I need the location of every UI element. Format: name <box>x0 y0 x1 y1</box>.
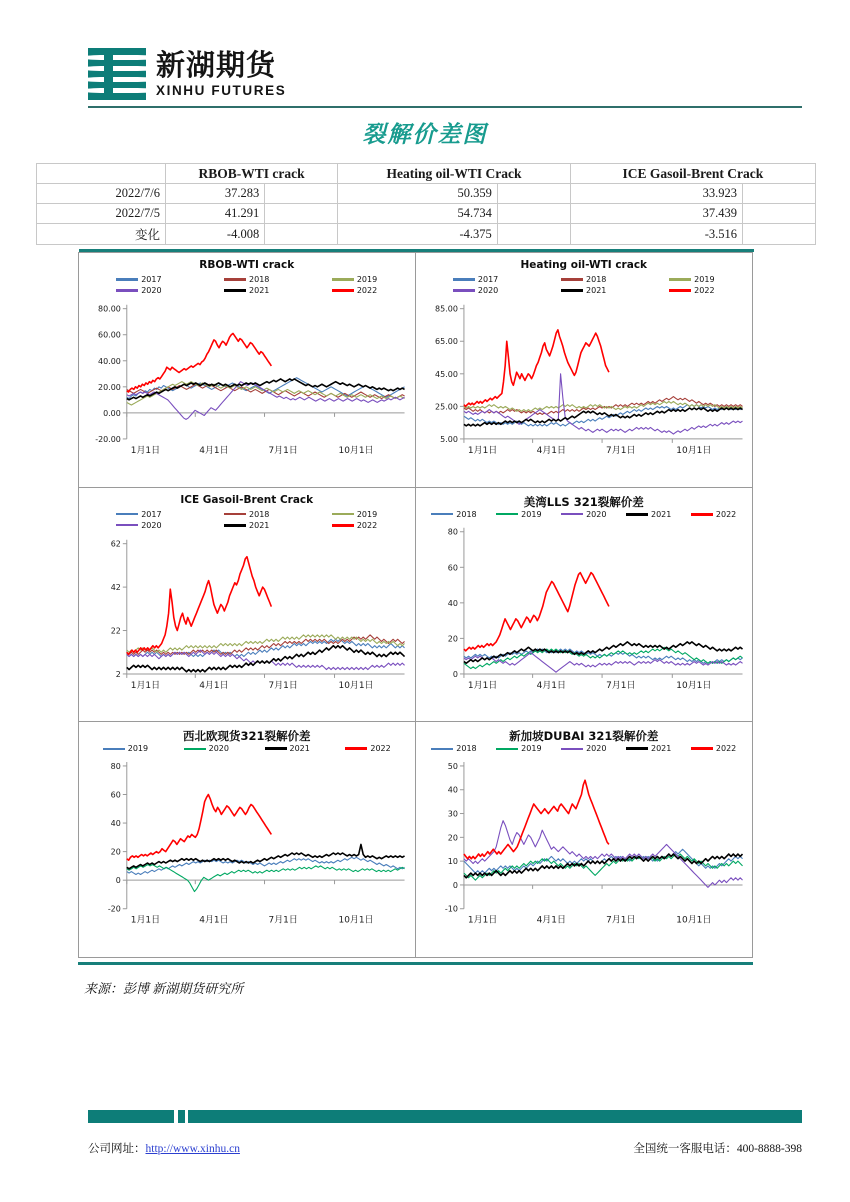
x-tick-label: 7月1日 <box>268 916 298 927</box>
series-line-2020 <box>463 374 742 434</box>
x-tick-label: 1月1日 <box>467 445 497 456</box>
y-tick-label: 40 <box>110 819 121 829</box>
legend-label: 2021 <box>249 286 270 295</box>
y-tick-label: -20.00 <box>95 434 121 444</box>
y-tick-label: 62 <box>110 539 121 549</box>
x-tick-label: 7月1日 <box>605 445 635 456</box>
cell-ice-gasoil: 37.439 <box>570 204 742 224</box>
x-tick-label: 7月1日 <box>605 916 635 927</box>
chart-plot-area <box>79 488 415 722</box>
x-tick-label: 10月1日 <box>338 445 374 456</box>
x-tick-label: 1月1日 <box>467 680 497 691</box>
y-tick-label: 45.00 <box>434 369 458 379</box>
cell-pad <box>265 204 338 224</box>
x-tick-label: 4月1日 <box>199 916 229 927</box>
cell-ice-gasoil: 33.923 <box>570 184 742 204</box>
table-header-blank <box>37 164 166 184</box>
company-logo <box>88 48 286 100</box>
y-tick-label: 40.00 <box>98 356 121 366</box>
cell-pad <box>743 204 816 224</box>
cell-heating-oil: -4.375 <box>338 224 498 245</box>
table-header-rbob: RBOB-WTI crack <box>166 164 338 184</box>
series-line-2022 <box>463 330 608 407</box>
chart-title: 西北欧现货321裂解价差 <box>182 729 311 744</box>
header-divider <box>88 106 802 108</box>
x-tick-label: 7月1日 <box>268 445 298 456</box>
y-tick-label: 20 <box>447 833 458 843</box>
footer-website-link[interactable]: http://www.xinhu.cn <box>145 1143 240 1155</box>
summary-table <box>36 163 816 245</box>
footer-bar <box>88 1110 802 1123</box>
legend-label: 2018 <box>249 509 270 519</box>
cell-pad <box>743 184 816 204</box>
legend-label: 2022 <box>694 286 715 295</box>
y-tick-label: 0 <box>452 669 458 679</box>
series-line-2021 <box>127 379 405 400</box>
series-line-2019 <box>463 854 742 880</box>
legend-label: 2019 <box>356 275 378 284</box>
chart-cell-singapore-dubai-321 <box>416 722 753 957</box>
chart-plot-area <box>416 253 753 487</box>
x-tick-label: 10月1日 <box>338 680 374 691</box>
cell-rbob: -4.008 <box>166 224 265 245</box>
legend-label: 2021 <box>650 509 672 519</box>
row-label: 2022/7/6 <box>37 184 166 204</box>
y-tick-label: 80.00 <box>98 304 121 314</box>
x-tick-label: 10月1日 <box>338 916 374 927</box>
y-tick-label: 85.00 <box>434 304 458 314</box>
chart-rbob-wti-crack <box>79 253 415 487</box>
cell-pad <box>497 184 570 204</box>
x-tick-label: 1月1日 <box>130 680 161 691</box>
y-tick-label: 0 <box>115 876 121 886</box>
chart-title: RBOB-WTI crack <box>199 259 295 271</box>
y-tick-label: 22 <box>110 626 121 636</box>
legend-label: 2017 <box>141 509 162 519</box>
legend-label: 2020 <box>586 744 607 754</box>
brand-name-en: XINHU FUTURES <box>156 82 287 98</box>
source-divider <box>78 962 753 965</box>
chart-heating-oil-wti-crack <box>416 253 753 487</box>
y-tick-label: 60 <box>110 790 121 800</box>
y-tick-label: 50 <box>447 762 458 772</box>
chart-ice-gasoil-brent-crack <box>79 488 415 722</box>
x-tick-label: 1月1日 <box>130 916 161 927</box>
footer-text <box>88 1140 802 1158</box>
legend-label: 2019 <box>356 509 378 519</box>
y-tick-label: -20 <box>107 905 121 915</box>
legend-label: 2022 <box>715 744 737 754</box>
legend-label: 2022 <box>356 286 378 295</box>
table-header-row <box>37 164 816 184</box>
cell-heating-oil: 50.359 <box>338 184 498 204</box>
y-tick-label: 20 <box>110 847 121 857</box>
legend-label: 2018 <box>586 275 607 284</box>
charts-container <box>78 252 753 958</box>
x-tick-label: 10月1日 <box>675 916 711 927</box>
legend-label: 2022 <box>356 520 378 530</box>
y-tick-label: -10 <box>444 905 458 915</box>
chart-plot-area <box>416 722 753 957</box>
cell-pad <box>497 204 570 224</box>
legend-label: 2020 <box>586 509 607 519</box>
chart-title: 新加坡DUBAI 321裂解价差 <box>509 729 659 744</box>
y-tick-label: 0.00 <box>103 408 121 418</box>
y-tick-label: 30 <box>447 809 458 819</box>
source-note: 来源：彭博 新湖期货研究所 <box>84 981 244 996</box>
chart-cell-usgc-lls-321 <box>416 488 753 723</box>
legend-label: 2021 <box>289 744 310 754</box>
legend-label: 2020 <box>477 286 499 295</box>
series-line-2022 <box>127 556 272 654</box>
y-tick-label: 42 <box>110 582 121 592</box>
wave-logo-icon <box>88 48 146 100</box>
series-line-2022 <box>463 572 608 650</box>
table-row <box>37 184 816 204</box>
x-tick-label: 1月1日 <box>130 445 161 456</box>
legend-label: 2020 <box>141 520 162 530</box>
x-tick-label: 10月1日 <box>675 680 711 691</box>
chart-singapore-dubai-321 <box>416 722 753 957</box>
legend-label: 2021 <box>650 744 672 754</box>
series-line-2022 <box>127 795 272 861</box>
legend-label: 2019 <box>694 275 715 284</box>
chart-plot-area <box>416 488 753 722</box>
legend-label: 2017 <box>141 275 162 284</box>
legend-label: 2018 <box>456 744 477 754</box>
series-line-2022 <box>463 781 608 859</box>
x-tick-label: 4月1日 <box>536 445 566 456</box>
legend-label: 2020 <box>208 744 229 754</box>
x-tick-label: 7月1日 <box>268 680 298 691</box>
y-tick-label: 40 <box>447 786 458 796</box>
chart-title: Heating oil-WTI crack <box>520 259 648 271</box>
y-tick-label: 2 <box>115 669 121 679</box>
legend-label: 2021 <box>249 520 270 530</box>
brand-name-cn: 新湖期货 <box>156 47 277 82</box>
y-tick-label: 60.00 <box>98 330 121 340</box>
cell-rbob: 37.283 <box>166 184 265 204</box>
legend-label: 2019 <box>521 509 542 519</box>
cell-pad <box>265 224 338 245</box>
x-tick-label: 4月1日 <box>199 680 229 691</box>
cell-pad <box>743 224 816 245</box>
chart-cell-ice-gasoil-brent-crack <box>79 488 416 723</box>
legend-label: 2019 <box>127 744 149 754</box>
row-label: 变化 <box>37 224 166 245</box>
series-line-2020 <box>127 865 405 892</box>
chart-title: 美湾LLS 321裂解价差 <box>523 494 644 509</box>
chart-title: ICE Gasoil-Brent Crack <box>180 493 314 506</box>
legend-label: 2020 <box>141 286 162 295</box>
cell-pad <box>497 224 570 245</box>
row-label: 2022/7/5 <box>37 204 166 224</box>
legend-label: 2017 <box>477 275 499 284</box>
charts-grid <box>79 253 752 957</box>
y-tick-label: 80 <box>110 762 121 772</box>
legend-label: 2018 <box>249 275 270 284</box>
cell-heating-oil: 54.734 <box>338 204 498 224</box>
cell-rbob: 41.291 <box>166 204 265 224</box>
page-header <box>0 0 850 112</box>
table-header-heating-oil: Heating oil-WTI Crack <box>338 164 571 184</box>
page-title: 裂解价差图 <box>362 122 488 147</box>
x-tick-label: 10月1日 <box>675 445 711 456</box>
chart-nwe-spot-321 <box>79 722 415 957</box>
x-tick-label: 4月1日 <box>536 916 566 927</box>
chart-cell-heating-oil-wti-crack <box>416 253 753 488</box>
y-tick-label: 25.00 <box>434 402 458 412</box>
x-tick-label: 4月1日 <box>199 445 229 456</box>
chart-plot-area <box>79 253 415 487</box>
table-row <box>37 204 816 224</box>
series-line-2017 <box>463 405 742 426</box>
y-tick-label: 10 <box>447 857 458 867</box>
footer-website-label: 公司网址： <box>88 1143 146 1155</box>
table-header-ice-gasoil: ICE Gasoil-Brent Crack <box>570 164 815 184</box>
y-tick-label: 5.00 <box>439 434 458 444</box>
footer-website <box>88 1140 240 1156</box>
y-tick-label: 20.00 <box>98 382 121 392</box>
y-tick-label: 20 <box>447 634 458 644</box>
y-tick-label: 0 <box>452 881 458 891</box>
chart-usgc-lls-321 <box>416 488 753 722</box>
x-tick-label: 4月1日 <box>536 680 566 691</box>
chart-plot-area <box>79 722 415 957</box>
x-tick-label: 7月1日 <box>605 680 635 691</box>
y-tick-label: 80 <box>447 527 458 537</box>
y-tick-label: 60 <box>447 562 458 572</box>
charts-top-rule <box>79 249 754 252</box>
table-row <box>37 224 816 245</box>
x-tick-label: 1月1日 <box>467 916 497 927</box>
legend-label: 2021 <box>586 286 607 295</box>
cell-pad <box>265 184 338 204</box>
chart-cell-nwe-spot-321 <box>79 722 416 957</box>
y-tick-label: 65.00 <box>434 337 458 347</box>
y-tick-label: 40 <box>447 598 458 608</box>
legend-label: 2022 <box>370 744 391 754</box>
legend-label: 2019 <box>521 744 542 754</box>
legend-label: 2022 <box>715 509 737 519</box>
legend-label: 2018 <box>456 509 477 519</box>
cell-ice-gasoil: -3.516 <box>570 224 742 245</box>
footer-hotline: 全国统一客服电话：400-8888-398 <box>633 1143 802 1155</box>
chart-cell-rbob-wti-crack <box>79 253 416 488</box>
